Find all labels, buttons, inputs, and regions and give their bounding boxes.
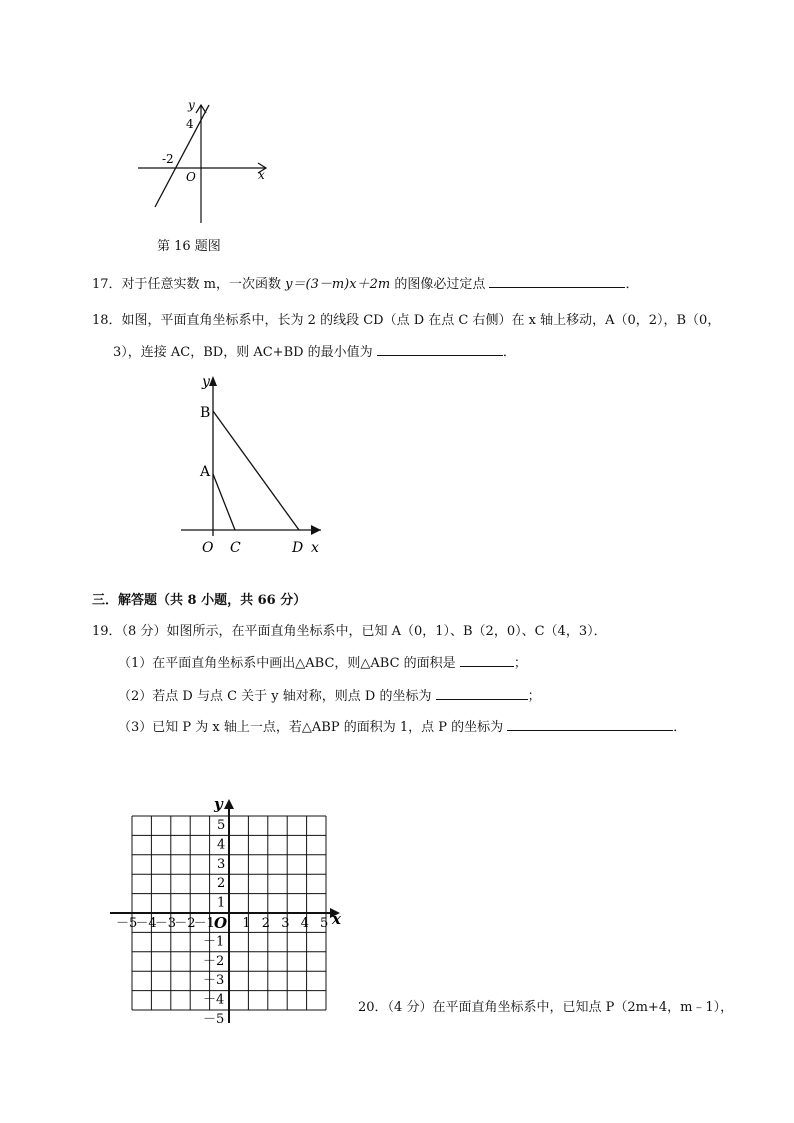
fig16-x-label: x — [258, 168, 265, 182]
fig18-segment-ac — [213, 474, 235, 530]
fig16-x-intercept: -2 — [162, 152, 174, 166]
grid-y-tick-label: －4 — [203, 992, 225, 1008]
grid-y-tick-label: 2 — [217, 876, 226, 892]
fig18-x-label: x — [311, 540, 319, 556]
q17-end: ． — [625, 277, 639, 292]
grid-x-tick-label: －1 — [193, 916, 215, 931]
grid-y-label: y — [214, 795, 223, 813]
fig16-caption: 第 16 题图 — [157, 239, 221, 254]
q19-part1-text: （1）在平面直角坐标系中画出△ABC，则△ABC 的面积是 — [118, 656, 456, 671]
coordinate-grid — [100, 795, 350, 1030]
grid-origin: O — [214, 914, 228, 932]
grid-y-tick-label: 5 — [217, 818, 226, 833]
fig16-y-intercept: 4 — [186, 117, 194, 131]
question-20: 20．（4 分）在平面直角坐标系中，已知点 P（2m+4，m﹣1）， — [358, 1000, 734, 1015]
q19-part2-text: （2）若点 D 与点 C 关于 y 轴对称，则点 D 的坐标为 — [118, 689, 432, 704]
q18-line2 — [113, 343, 516, 362]
q19-part2-blank[interactable] — [436, 687, 528, 700]
q18-line2-prefix: 3），连接 AC，BD，则 AC+BD 的最小值为 — [113, 345, 373, 360]
figure-16 — [130, 95, 280, 235]
grid-x-tick-label: 5 — [320, 916, 329, 931]
grid-y-tick-label: －3 — [203, 973, 225, 989]
grid-x-tick-label: －2 — [174, 916, 196, 931]
q17-answer-blank[interactable] — [489, 275, 625, 288]
q19-part2-end: ； — [527, 689, 541, 704]
figure-18 — [175, 368, 335, 563]
q18-answer-blank[interactable] — [377, 343, 503, 356]
grid-y-tick-label: 1 — [217, 895, 226, 911]
question-17 — [92, 275, 639, 294]
q17-formula: y＝(3－m)x＋2m — [285, 277, 391, 292]
grid-x-tick-label: －3 — [154, 916, 177, 931]
grid-y-tick-label: 3 — [217, 856, 226, 872]
grid-x-tick-label: 1 — [242, 916, 251, 931]
fig16-origin: O — [186, 170, 196, 184]
grid-x-tick-label: －4 — [135, 916, 157, 931]
q19-part3 — [118, 718, 686, 737]
fig16-y-label: y — [188, 98, 195, 112]
q19-intro: 19．（8 分）如图所示，在平面直角坐标系中，已知 A（0，1）、B（2，0）、C（4，3）． — [92, 624, 607, 639]
section-3-title: 三．解答题（共 8 小题，共 66 分） — [92, 593, 307, 608]
fig18-point-b: B — [200, 405, 211, 421]
grid-y-tick-label: －1 — [203, 934, 225, 950]
q17-prefix: 17．对于任意实数 m，一次函数 — [92, 277, 282, 292]
fig18-point-a: A — [200, 464, 211, 480]
q19-part1-end: ； — [513, 656, 527, 671]
q19-part3-blank[interactable] — [507, 718, 673, 731]
q18-end: ． — [502, 345, 516, 360]
q19-part2 — [118, 687, 541, 706]
q19-part1 — [118, 654, 527, 673]
q17-suffix: 的图像必过定点 — [394, 277, 486, 292]
grid-y-tick-label: 4 — [217, 837, 226, 853]
grid-y-tick-label: －5 — [203, 1012, 225, 1027]
q19-part1-blank[interactable] — [460, 654, 514, 667]
grid-x-tick-label: 3 — [281, 916, 290, 931]
grid-x-tick-label: 4 — [300, 916, 309, 931]
q19-part3-end: ． — [673, 720, 687, 735]
fig18-segment-bd — [213, 411, 299, 530]
grid-y-tick-label: －2 — [203, 953, 225, 969]
q19-part3-text: （3）已知 P 为 x 轴上一点，若△ABP 的面积为 1，点 P 的坐标为 — [118, 720, 504, 735]
fig18-y-label: y — [202, 374, 210, 390]
fig18-point-c: C — [230, 540, 241, 556]
grid-x-tick-label: －5 — [116, 916, 138, 931]
fig18-point-d: D — [292, 540, 304, 556]
fig18-origin: O — [202, 540, 214, 556]
q18-line1: 18．如图，平面直角坐标系中，长为 2 的线段 CD（点 D 在点 C 右侧）在 x 轴上移动，A（0，2），B（0， — [92, 313, 721, 328]
grid-x-tick-label: 2 — [261, 916, 271, 931]
grid-x-label: x — [332, 910, 341, 928]
